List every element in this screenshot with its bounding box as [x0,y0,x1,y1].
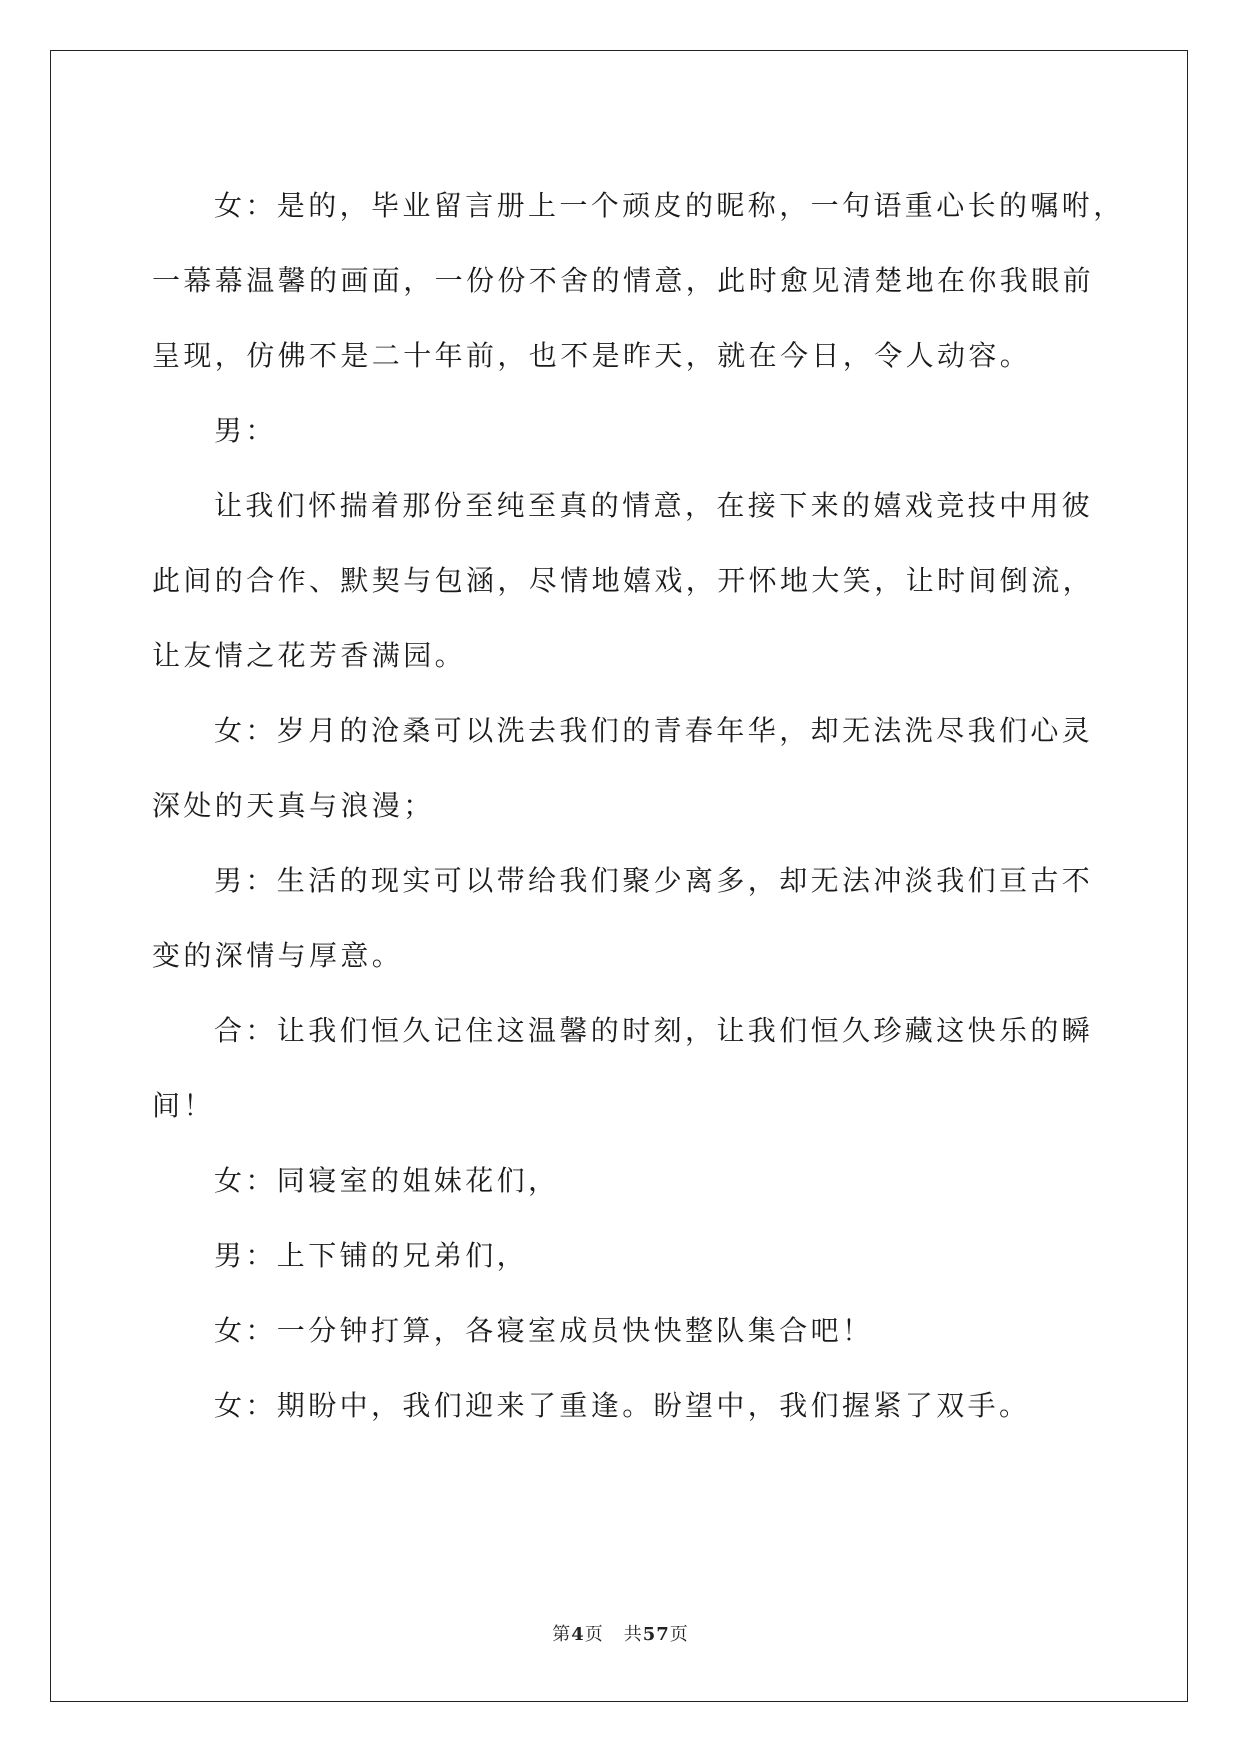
paragraph [152,1143,1092,1218]
text-line: 让友情之花芳香满园。 [152,639,467,672]
page-suffix: 页 [584,1624,604,1645]
text-line: 让我们怀揣着那份至纯至真的情意，在接下来的嬉戏竞技中用彼 [214,489,1094,522]
paragraph [152,1368,1092,1443]
text-line: 女：是的，毕业留言册上一个顽皮的昵称，一句语重心长的嘱咐， [214,189,1125,222]
text-line: 男：生活的现实可以带给我们聚少离多，却无法冲淡我们亘古不 [214,864,1094,897]
text-line: 男： [214,414,277,447]
text-line: 一幕幕温馨的画面，一份份不舍的情意，此时愈见清楚地在你我眼前 [152,264,1095,297]
text-line: 间！ [152,1089,215,1122]
text-line: 女：期盼中，我们迎来了重逢。盼望中，我们握紧了双手。 [214,1389,1031,1422]
paragraph [152,1293,1092,1368]
total-pages: 57 [642,1624,670,1645]
paragraph [152,993,1092,1143]
page-prefix: 第 [552,1624,572,1645]
text-line: 女：岁月的沧桑可以洗去我们的青春年华，却无法洗尽我们心灵 [214,714,1094,747]
paragraph [152,693,1092,843]
paragraph [152,168,1125,393]
text-line: 男：上下铺的兄弟们， [214,1239,529,1272]
paragraph [152,393,1092,468]
total-prefix: 共 [623,1624,643,1645]
document-body [152,168,1125,1443]
paragraph [152,1218,1092,1293]
text-line: 深处的天真与浪漫； [152,789,435,822]
paragraph [152,843,1092,993]
text-line: 变的深情与厚意。 [152,939,404,972]
total-suffix: 页 [669,1624,689,1645]
text-line: 合：让我们恒久记住这温馨的时刻，让我们恒久珍藏这快乐的瞬 [214,1014,1094,1047]
page-number: 4 [571,1624,585,1645]
paragraph [152,468,1095,693]
text-line: 女：同寝室的姐妹花们， [214,1164,560,1197]
text-line: 呈现，仿佛不是二十年前，也不是昨天，就在今日，令人动容。 [152,339,1032,372]
text-line: 女：一分钟打算，各寝室成员快快整队集合吧！ [214,1314,874,1347]
text-line: 此间的合作、默契与包涵，尽情地嬉戏，开怀地大笑，让时间倒流， [152,564,1095,597]
page-footer [0,1620,1241,1646]
